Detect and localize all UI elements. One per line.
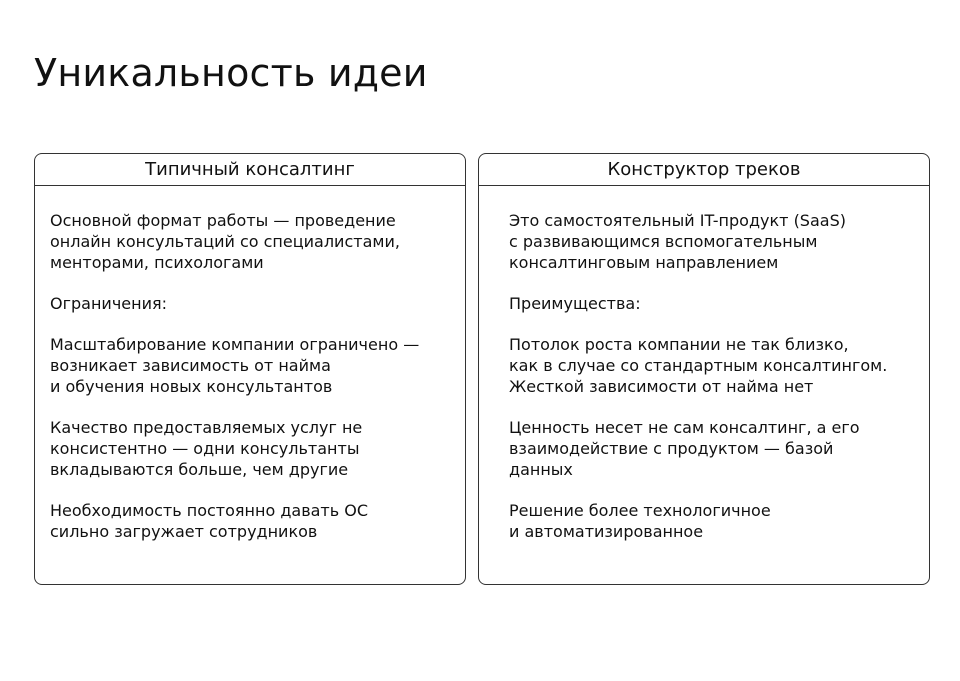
text-line: Масштабирование компании ограничено —: [50, 335, 420, 354]
text-line: Ценность несет не сам консалтинг, а его: [509, 418, 860, 437]
text-line: консалтинговым направлением: [509, 253, 779, 272]
text-line: как в случае со стандартным консалтингом.: [509, 356, 888, 375]
card-paragraph: [50, 417, 451, 480]
card-paragraph: [50, 210, 451, 273]
text-line: консистентно — одни консультанты: [50, 439, 360, 458]
text-line: менторами, психологами: [50, 253, 264, 272]
card-paragraph: [50, 500, 451, 542]
text-line: Качество предоставляемых услуг не: [50, 418, 363, 437]
text-line: Основной формат работы — проведение: [50, 211, 396, 230]
text-line: Необходимость постоянно давать ОС: [50, 501, 369, 520]
page-title: Уникальность идеи: [34, 51, 428, 95]
card-header: Типичный консалтинг: [35, 154, 465, 186]
text-line: Преимущества:: [509, 294, 641, 313]
card-paragraph: [50, 334, 451, 397]
text-line: вкладываются больше, чем другие: [50, 460, 349, 479]
text-line: возникает зависимость от найма: [50, 356, 331, 375]
text-line: взаимодействие с продуктом — базой: [509, 439, 834, 458]
track-builder-card: [478, 153, 930, 585]
text-line: и обучения новых консультантов: [50, 377, 333, 396]
card-paragraph: [509, 293, 915, 314]
card-paragraph: [509, 500, 915, 542]
text-line: Жесткой зависимости от найма нет: [509, 377, 814, 396]
text-line: и автоматизированное: [509, 522, 704, 541]
card-paragraph: [509, 417, 915, 480]
card-paragraph: [509, 334, 915, 397]
text-line: Ограничения:: [50, 294, 167, 313]
text-line: Потолок роста компании не так близко,: [509, 335, 849, 354]
typical-consulting-card: [34, 153, 466, 585]
text-line: онлайн консультаций со специалистами,: [50, 232, 400, 251]
card-header: Конструктор треков: [479, 154, 929, 186]
card-paragraph: [50, 293, 451, 314]
card-body: [479, 210, 929, 542]
text-line: сильно загружает сотрудников: [50, 522, 318, 541]
card-paragraph: [509, 210, 915, 273]
text-line: данных: [509, 460, 573, 479]
card-body: [35, 210, 465, 542]
text-line: с развивающимся вспомогательным: [509, 232, 818, 251]
text-line: Это самостоятельный IT-продукт (SaaS): [509, 211, 846, 230]
text-line: Решение более технологичное: [509, 501, 771, 520]
